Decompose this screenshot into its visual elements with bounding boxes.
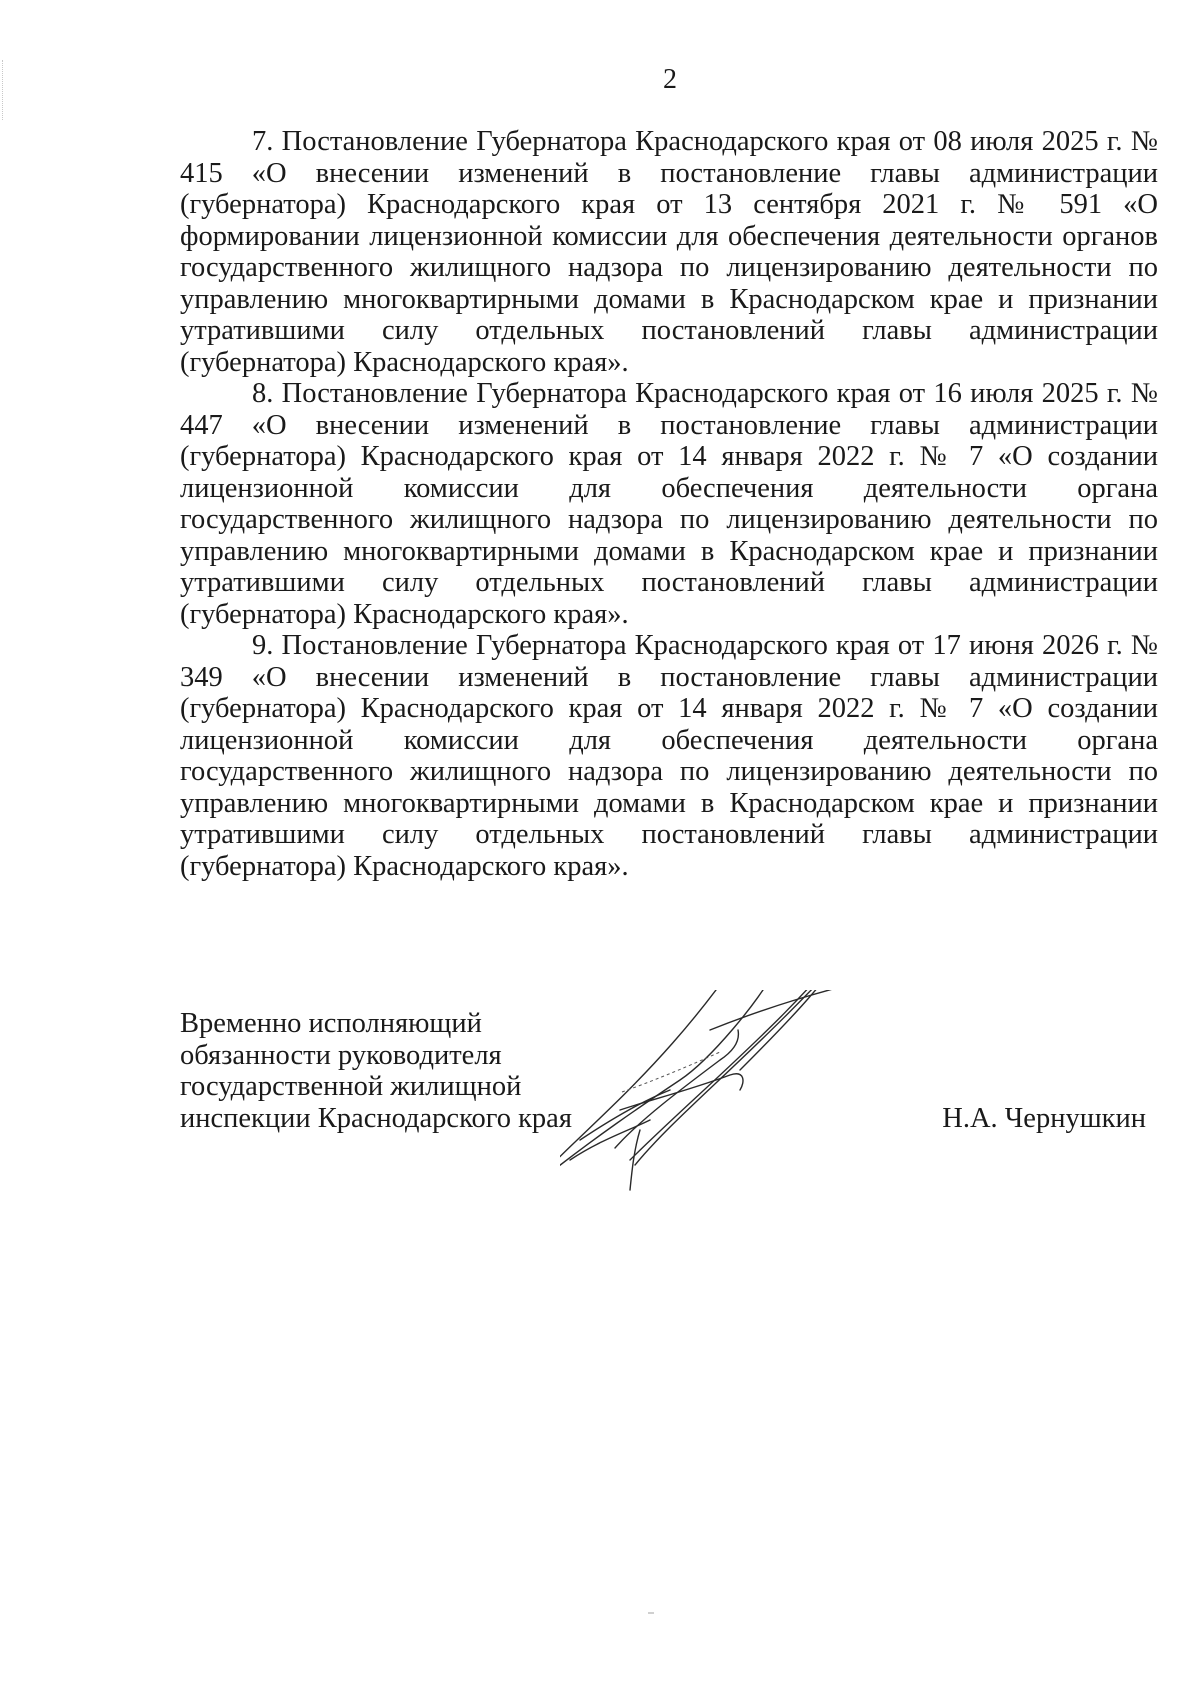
list-item-7: 7. Постановление Губернатора Краснодарского края от 08 июля 2025 г. № 415 «О внесении изменений в постановление главы администрации (губернатора) Краснодарского края от 13 сентября 2021 г. № 591 «О формировании лицензионной комиссии для обеспечения деятельности органов государственного жилищного надзора по лицензированию деятельности по управлению многоквартирными домами в Краснодарском крае и признании утратившими силу отдельных постановлений главы администрации (губернатора) Краснодарского края». <box>180 126 1158 378</box>
signer-position-line: государственной жилищной <box>180 1071 522 1102</box>
signer-position <box>180 1008 572 1134</box>
list-item-9: 9. Постановление Губернатора Краснодарского края от 17 июня 2026 г. № 349 «О внесении изменений в постановление главы администрации (губернатора) Краснодарского края от 14 января 2022 г. № 7 «О создании лицензионной комиссии для обеспечения деятельности органа государственного жилищного надзора по лицензированию деятельности по управлению многоквартирными домами в Краснодарском крае и признании утратившими силу отдельных постановлений главы администрации (губернатора) Краснодарского края». <box>180 630 1158 882</box>
document-body <box>180 126 1158 882</box>
scan-artifact <box>648 1612 654 1614</box>
signer-position-line: инспекции Краснодарского края <box>180 1102 572 1134</box>
list-item-8: 8. Постановление Губернатора Краснодарского края от 16 июля 2025 г. № 447 «О внесении изменений в постановление главы администрации (губернатора) Краснодарского края от 14 января 2022 г. № 7 «О создании лицензионной комиссии для обеспечения деятельности органа государственного жилищного надзора по лицензированию деятельности по управлению многоквартирными домами в Краснодарском крае и признании утратившими силу отдельных постановлений главы администрации (губернатора) Краснодарского края». <box>180 378 1158 630</box>
handwritten-signature <box>560 990 990 1290</box>
page-number: 2 <box>663 64 677 95</box>
signer-name: Н.А. Чернушкин <box>942 1102 1146 1134</box>
signer-position-line: Временно исполняющий <box>180 1008 482 1039</box>
signer-position-line: обязанности руководителя <box>180 1039 502 1071</box>
